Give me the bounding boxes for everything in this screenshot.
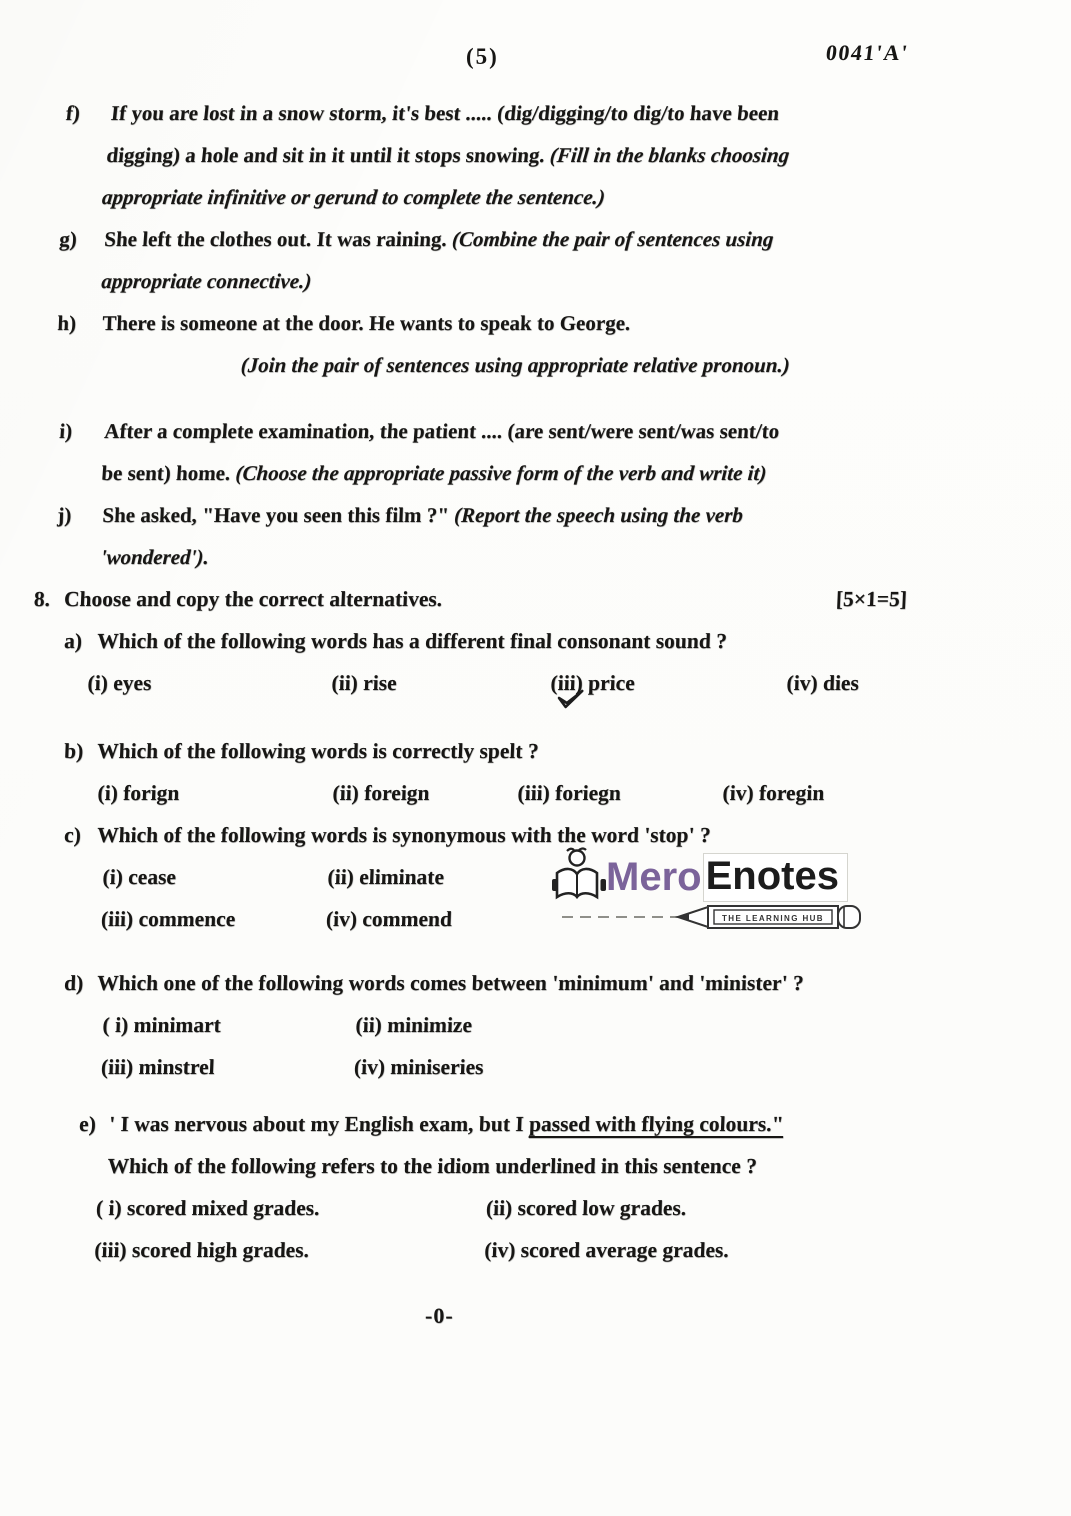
option-number: (iv) xyxy=(325,907,358,931)
text-segment: appropriate infinitive or gerund to complete the sentence.) xyxy=(100,185,607,209)
text-segment: Which one of the following words comes between 'minimum' and 'minister' ? xyxy=(96,971,805,995)
subquestion-label: a) xyxy=(63,629,83,653)
option-ii xyxy=(485,1187,1006,1229)
option-text: scored low grades. xyxy=(511,1196,687,1220)
subquestion-text xyxy=(107,1103,1009,1187)
option-text: minstrel xyxy=(132,1055,216,1079)
option-text: minimart xyxy=(127,1013,222,1037)
grammar-item-g xyxy=(55,218,1015,302)
option-number: (ii) xyxy=(331,671,359,695)
subquestion-b xyxy=(52,730,1009,814)
option-number: (iii) xyxy=(517,781,551,805)
option-number: (iv) xyxy=(353,1055,386,1079)
paper-code: 0041'A' xyxy=(824,40,911,65)
subquestion-text-row xyxy=(63,620,1009,662)
option-text: eliminate xyxy=(353,865,445,889)
text-segment: ' I was nervous about my English exam, but I xyxy=(108,1112,530,1136)
subquestion-d xyxy=(50,962,1009,1088)
option-i xyxy=(87,662,333,704)
option-text: scored high grades. xyxy=(126,1238,310,1262)
subquestion-text-row xyxy=(63,814,1009,856)
option-ii xyxy=(332,772,519,814)
option-number: (ii) xyxy=(355,1013,383,1037)
option-text: commend xyxy=(356,907,453,931)
page-footer-mark: -0- xyxy=(425,1303,454,1328)
text-segment: If you are lost in a snow storm, it's best ..... (dig/digging/to dig/to have been xyxy=(109,101,781,125)
subquestion-text xyxy=(96,620,998,662)
grammar-item-i xyxy=(55,410,1015,494)
subquestion-label: b) xyxy=(63,739,84,763)
grammar-items xyxy=(55,92,1009,578)
book-reader-icon xyxy=(552,846,606,908)
text-segment: Which of the following refers to the idiom underlined in this sentence ? xyxy=(107,1154,758,1178)
item-text xyxy=(100,302,983,386)
option-number: (iv) xyxy=(483,1238,516,1262)
option-iv xyxy=(786,662,1008,704)
subquestion-e xyxy=(49,1103,1009,1271)
option-iii xyxy=(517,772,724,814)
subquestion-a xyxy=(52,620,1009,704)
option-iii xyxy=(94,1229,486,1271)
option-number: (iii) xyxy=(100,1055,134,1079)
text-segment: Which of the following words is synonymous with the word 'stop' ? xyxy=(96,823,712,847)
option-text: cease xyxy=(122,865,177,889)
page-number: (5) xyxy=(466,44,499,69)
text-segment: appropriate connective.) xyxy=(100,269,313,293)
brand-mero: Mero xyxy=(606,854,702,899)
option-text: minimize xyxy=(381,1013,473,1037)
text-segment: After a complete examination, the patient .... (are sent/were sent/was sent/to xyxy=(103,419,781,443)
option-ii xyxy=(355,1004,1008,1046)
option-number: (ii) xyxy=(332,781,360,805)
text-segment: digging) a hole and sit in it until it stops snowing. xyxy=(105,143,552,167)
subquestion-text-row xyxy=(77,1103,1009,1187)
option-number: (iii) xyxy=(93,1238,128,1262)
option-iv xyxy=(722,772,1008,814)
subquestion-text-row xyxy=(63,730,1009,772)
option-iv xyxy=(353,1046,1006,1088)
text-segment: passed with flying colours." xyxy=(528,1112,785,1136)
subquestion-text-row xyxy=(63,962,1009,1004)
subquestion-label: c) xyxy=(63,823,82,847)
option-text: commence xyxy=(132,907,236,931)
subquestion-text xyxy=(96,814,998,856)
item-label: g) xyxy=(58,227,78,251)
option-text: foriegn xyxy=(549,781,622,805)
text-segment: 'wondered'). xyxy=(100,545,210,569)
item-label: f) xyxy=(64,101,82,125)
item-text xyxy=(100,92,993,218)
option-text: miniseries xyxy=(384,1055,485,1079)
options-row xyxy=(100,1004,1007,1088)
watermark-tagline: THE LEARNING HUB xyxy=(722,914,824,923)
option-number: (ii) xyxy=(485,1196,513,1220)
subquestion-label: e) xyxy=(78,1112,97,1136)
item-label: h) xyxy=(56,311,77,335)
option-number: (i) xyxy=(97,781,119,805)
subquestion-c xyxy=(50,814,1009,940)
handwritten-check-mark xyxy=(556,689,587,711)
text-segment: (Report the speech using the verb xyxy=(453,503,744,527)
text-segment: (Choose the appropriate passive form of the verb and write it) xyxy=(234,461,768,485)
option-text: dies xyxy=(817,671,860,695)
option-text: scored average grades. xyxy=(514,1238,730,1262)
option-iii xyxy=(550,662,788,704)
item-label: j) xyxy=(56,503,72,527)
brand-enotes: Enotes xyxy=(703,853,848,902)
item-text xyxy=(100,494,983,578)
options-row xyxy=(94,1187,1006,1271)
text-segment: (Combine the pair of sentences using xyxy=(451,227,775,251)
option-text: eyes xyxy=(107,671,152,695)
question-number: 8. xyxy=(33,587,51,611)
option-number: (iv) xyxy=(786,671,819,695)
item-text xyxy=(100,410,986,494)
option-number: (iii) xyxy=(100,907,134,931)
text-segment: (Fill in the blanks choosing xyxy=(548,143,791,167)
subquestion-label: d) xyxy=(63,971,84,995)
text-segment: Which of the following words has a different final consonant sound ? xyxy=(96,629,728,653)
text-segment: be sent) home. xyxy=(100,461,237,485)
watermark-brand-row xyxy=(552,846,862,908)
option-text: foreign xyxy=(358,781,430,805)
option-i xyxy=(97,772,334,814)
option-i xyxy=(102,856,329,898)
option-number: ( i) xyxy=(95,1196,123,1220)
option-i xyxy=(95,1187,487,1229)
meroenotes-watermark xyxy=(552,846,862,932)
item-label: i) xyxy=(58,419,74,443)
option-ii xyxy=(331,662,552,704)
option-iv xyxy=(484,1229,1005,1271)
options-row xyxy=(97,772,1008,814)
grammar-item-f xyxy=(55,92,1022,218)
option-text: rise xyxy=(357,671,398,695)
option-text: forign xyxy=(117,781,180,805)
subquestion-text xyxy=(96,962,998,1004)
subquestion-text xyxy=(96,730,998,772)
subquestions xyxy=(55,620,1009,1271)
option-text: foregin xyxy=(753,781,825,805)
text-segment: There is someone at the door. He wants to speak to George. xyxy=(101,311,631,335)
option-number: (iv) xyxy=(722,781,755,805)
text-segment: She asked, "Have you seen this film ?" xyxy=(101,503,455,527)
option-number: (ii) xyxy=(327,865,355,889)
text-segment: She left the clothes out. It was raining. xyxy=(103,227,453,251)
option-i xyxy=(102,1004,357,1046)
option-number: ( i) xyxy=(102,1013,129,1037)
grammar-item-h xyxy=(55,302,1012,386)
question-8-header xyxy=(33,578,1011,620)
option-number: (i) xyxy=(87,671,109,695)
option-number: (iii) xyxy=(550,671,584,695)
options-row xyxy=(87,662,1008,704)
question-title: Choose and copy the correct alternatives. xyxy=(63,587,443,611)
option-iii xyxy=(100,898,327,940)
grammar-item-j xyxy=(55,494,1012,578)
marks-badge: [5×1=5] xyxy=(835,587,908,611)
option-text: price xyxy=(582,671,636,695)
option-text: scored mixed grades. xyxy=(121,1196,320,1220)
text-segment: Which of the following words is correctly spelt ? xyxy=(96,739,540,763)
item-text xyxy=(100,218,986,302)
item-instruction-note: (Join the pair of sentences using appropriate relative pronoun.) xyxy=(240,353,791,377)
option-iii xyxy=(100,1046,355,1088)
option-number: (i) xyxy=(102,865,124,889)
